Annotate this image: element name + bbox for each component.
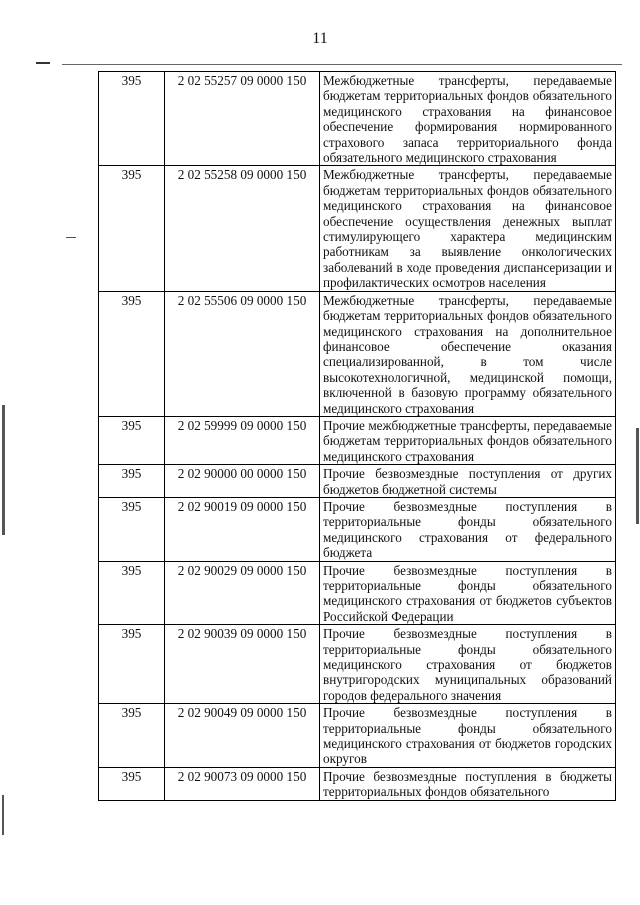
budget-classification-code-cell: 2 02 59999 09 0000 150 [165, 416, 320, 464]
scan-artifact-dash [36, 62, 50, 64]
admin-code-cell: 395 [99, 625, 165, 704]
table-row [99, 704, 616, 768]
revenue-name-cell: Прочие безвозмездные поступления в территориальные фонды обязательного медицинского страхования от бюджетов городских округов [320, 704, 616, 768]
table-row [99, 416, 616, 464]
budget-classification-code-cell: 2 02 90039 09 0000 150 [165, 625, 320, 704]
revenue-name-cell: Прочие безвозмездные поступления в территориальные фонды обязательного медицинского страхования от бюджетов внутригородских муниципальных образований городов федерального значения [320, 625, 616, 704]
table-row [99, 561, 616, 625]
scan-artifact-left-mark [2, 405, 5, 535]
admin-code-cell: 395 [99, 497, 165, 561]
scan-artifact-left-tick [66, 237, 76, 238]
revenue-name-cell: Прочие безвозмездные поступления от других бюджетов бюджетной системы [320, 465, 616, 498]
admin-code-cell: 395 [99, 561, 165, 625]
scan-artifact-left-bottom-mark [2, 795, 4, 835]
admin-code-cell: 395 [99, 704, 165, 768]
table-row [99, 625, 616, 704]
revenue-codes-table [98, 71, 616, 801]
revenue-name-cell: Прочие межбюджетные трансферты, передаваемые бюджетам территориальных фондов обязательного медицинского страхования [320, 416, 616, 464]
page-number: 11 [312, 30, 328, 47]
revenue-name-cell: Межбюджетные трансферты, передаваемые бюджетам территориальных фондов обязательного медицинского страхования на финансовое обеспечение формирования нормированного страхового запаса территориального фонда обязательного медицинского страхования [320, 72, 616, 166]
budget-classification-code-cell: 2 02 55258 09 0000 150 [165, 166, 320, 291]
table-row [99, 72, 616, 166]
admin-code-cell: 395 [99, 166, 165, 291]
budget-classification-code-cell: 2 02 55257 09 0000 150 [165, 72, 320, 166]
scan-artifact-right-mark [636, 428, 639, 524]
table-row [99, 497, 616, 561]
revenue-name-cell: Межбюджетные трансферты, передаваемые бюджетам территориальных фондов обязательного медицинского страхования на финансовое обеспечение осуществления денежных выплат стимулирующего характера медицинским работникам за выявление онкологических заболеваний в ходе проведения диспансеризации и профилактических осмотров населения [320, 166, 616, 291]
budget-classification-code-cell: 2 02 90049 09 0000 150 [165, 704, 320, 768]
revenue-name-cell: Прочие безвозмездные поступления в территориальные фонды обязательного медицинского страхования от федерального бюджета [320, 497, 616, 561]
table-row [99, 166, 616, 291]
admin-code-cell: 395 [99, 465, 165, 498]
revenue-name-cell: Межбюджетные трансферты, передаваемые бюджетам территориальных фондов обязательного медицинского страхования на дополнительное финансовое обеспечение оказания специализированной, в том числе высокотехнологичной, медицинской помощи, включенной в базовую программу обязательного медицинского страхования [320, 291, 616, 416]
table-body [99, 72, 616, 801]
table-row [99, 291, 616, 416]
budget-classification-code-cell: 2 02 90073 09 0000 150 [165, 767, 320, 800]
table-row [99, 767, 616, 800]
revenue-name-cell: Прочие безвозмездные поступления в территориальные фонды обязательного медицинского страхования от бюджетов субъектов Российской Федерации [320, 561, 616, 625]
revenue-name-cell: Прочие безвозмездные поступления в бюджеты территориальных фондов обязательного [320, 767, 616, 800]
budget-classification-code-cell: 2 02 90000 00 0000 150 [165, 465, 320, 498]
admin-code-cell: 395 [99, 767, 165, 800]
admin-code-cell: 395 [99, 416, 165, 464]
budget-classification-code-cell: 2 02 90029 09 0000 150 [165, 561, 320, 625]
budget-classification-code-cell: 2 02 55506 09 0000 150 [165, 291, 320, 416]
scan-artifact-line [62, 64, 622, 65]
admin-code-cell: 395 [99, 291, 165, 416]
budget-classification-code-cell: 2 02 90019 09 0000 150 [165, 497, 320, 561]
admin-code-cell: 395 [99, 72, 165, 166]
table-row [99, 465, 616, 498]
